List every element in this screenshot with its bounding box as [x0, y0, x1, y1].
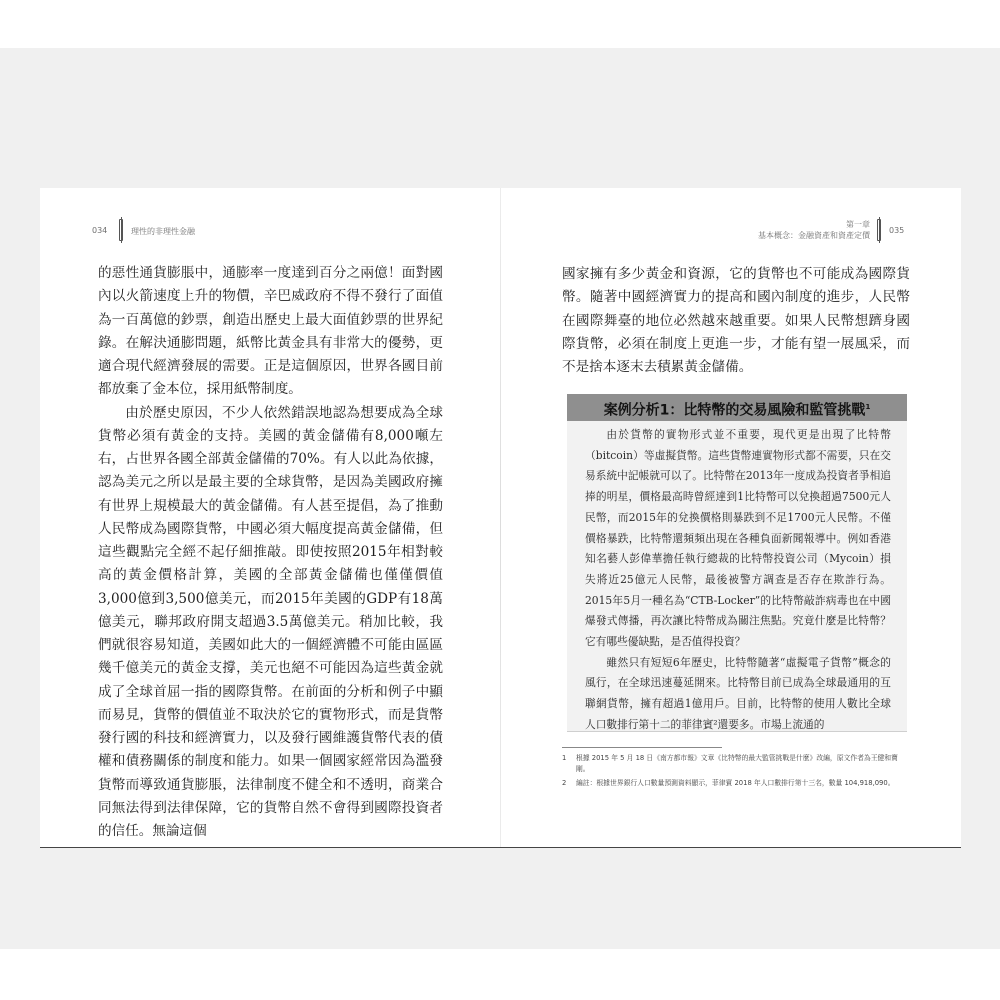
footnote-2-number: 2	[562, 779, 567, 787]
footnote-2-text: 編註：根據世界銀行人口數量預測資料顯示，菲律賓 2018 年人口數排行第十三名，數量 104,918,090。	[576, 779, 895, 787]
footnote-1	[562, 753, 910, 774]
left-page-body	[98, 262, 443, 843]
case-study-paragraph-2: 雖然只有短短6年歷史，比特幣隨著“虛擬電子貨幣”概念的風行，在全球迅速蔓延開來。比特幣目前已成為全球最通用的互聯網貨幣，擁有超過1億用戶。目前，比特幣的使用人數比全球人口數排行第十二的菲律賓²還要多。市場上流通的	[585, 655, 891, 731]
left-page-number: 034	[92, 226, 108, 235]
case-study-title-bar	[567, 394, 907, 421]
left-paragraph-2: 由於歷史原因，不少人依然錯誤地認為想要成為全球貨幣必須有黃金的支持。美國的黃金儲備有8,000噸左右，占世界各國全部黃金儲備的70%。有人以此為依據，認為美元之所以是最主要的全球貨幣，是因為美國政府擁有世界上規模最大的黃金儲備。有人甚至提倡，為了推動人民幣成為國際貨幣，中國必須大幅度提高黃金儲備，但這些觀點完全經不起仔細推敲。即使按照2015年相對較高的黃金價格計算，美國的全部黃金儲備也僅僅價值3,000億到3,500億美元，而2015年美國的GDP有18萬億美元，聯邦政府開支超過3.5萬億美元。稍加比較，我們就很容易知道，美國如此大的一個經濟體不可能由區區幾千億美元的黃金支撐，美元也絕不可能因為這些黃金就成了全球首屈一指的國際貨幣。在前面的分析和例子中顯而易見，貨幣的價值並不取決於它的實物形式，而是貨幣發行國的科技和經濟實力，以及發行國維護貨幣代表的債權和債務關係的制度和能力。如果一個國家經常因為濫發貨幣而導致通貨膨脹，法律制度不健全和不透明，商業合同無法得到法律保障，它的貨幣自然不會得到國際投資者的信任。無論這個	[98, 404, 443, 839]
case-study-title: 案例分析1：比特幣的交易風險和監管挑戰	[603, 402, 866, 419]
book-gutter	[500, 188, 501, 848]
case-study-paragraph-1: 由於貨幣的實物形式並不重要，現代更是出現了比特幣（bitcoin）等虛擬貨幣。這些貨幣連實物形式都不需要，只在交易系統中記帳就可以了。比特幣在2013年一度成為投資者爭相追捧的明星，價格最高時曾經達到1比特幣可以兌換超過7500元人民幣，而2015年的兌換價格則暴跌到不足1700元人民幣。不僅價格暴跌，比特幣還頻頻出現在各種負面新聞報導中。例如香港知名藝人彭偉華擔任執行總裁的比特幣投資公司（Mycoin）損失將近25億元人民幣，最後被警方調查是否存在欺詐行為。2015年5月一種名為“CTB-Locker”的比特幣敲詐病毒也在中國爆發式傳播，再次讓比特幣成為關注焦點。究竟什麼是比特幣？它有哪些優缺點，是否值得投資？	[585, 428, 891, 649]
left-running-head: 理性的非理性金融	[131, 227, 195, 236]
footnote-rule	[562, 747, 722, 748]
right-header-candlestick-icon	[877, 219, 881, 241]
spread-bottom-line	[40, 847, 961, 848]
case-study-box	[567, 421, 907, 732]
right-page-body	[562, 263, 910, 379]
footnote-1-text: 根據 2015 年 5 月 18 日《南方都市報》文章《比特幣的最大監管挑戰是什麼》改編，原文作者為王健和寶剛。	[576, 754, 898, 773]
left-paragraph-1: 的惡性通貨膨脹中，通膨率一度達到百分之兩億！面對國內以火箭速度上升的物價，辛巴威政府不得不發行了面值為一百萬億的鈔票，創造出歷史上最大面值鈔票的世界紀錄。在解決通膨問題，紙幣比黃金具有非常大的優勢，更適合現代經濟發展的需要。正是這個原因，世界各國目前都放棄了金本位，採用紙幣制度。	[98, 265, 443, 398]
left-header-candlestick-icon	[119, 219, 123, 241]
footnote-1-number: 1	[562, 754, 567, 762]
footnote-2	[562, 778, 910, 789]
footnotes	[562, 753, 910, 793]
bottom-background-band	[0, 949, 1000, 1000]
right-running-head: 基本概念：金融資產和資產定價	[758, 231, 870, 240]
top-background-band	[0, 0, 1000, 48]
case-study-footnote-ref: 1	[865, 403, 871, 411]
right-chapter-label: 第一章	[846, 220, 870, 229]
right-page-number: 035	[889, 226, 905, 235]
right-paragraph-1: 國家擁有多少黃金和資源，它的貨幣也不可能成為國際貨幣。隨著中國經濟實力的提高和國內制度的進步，人民幣在國際舞臺的地位必然越來越重要。如果人民幣想躋身國際貨幣，必須在制度上更進一步，才能有望一展風采，而不是捨本逐末去積累黃金儲備。	[562, 266, 910, 376]
